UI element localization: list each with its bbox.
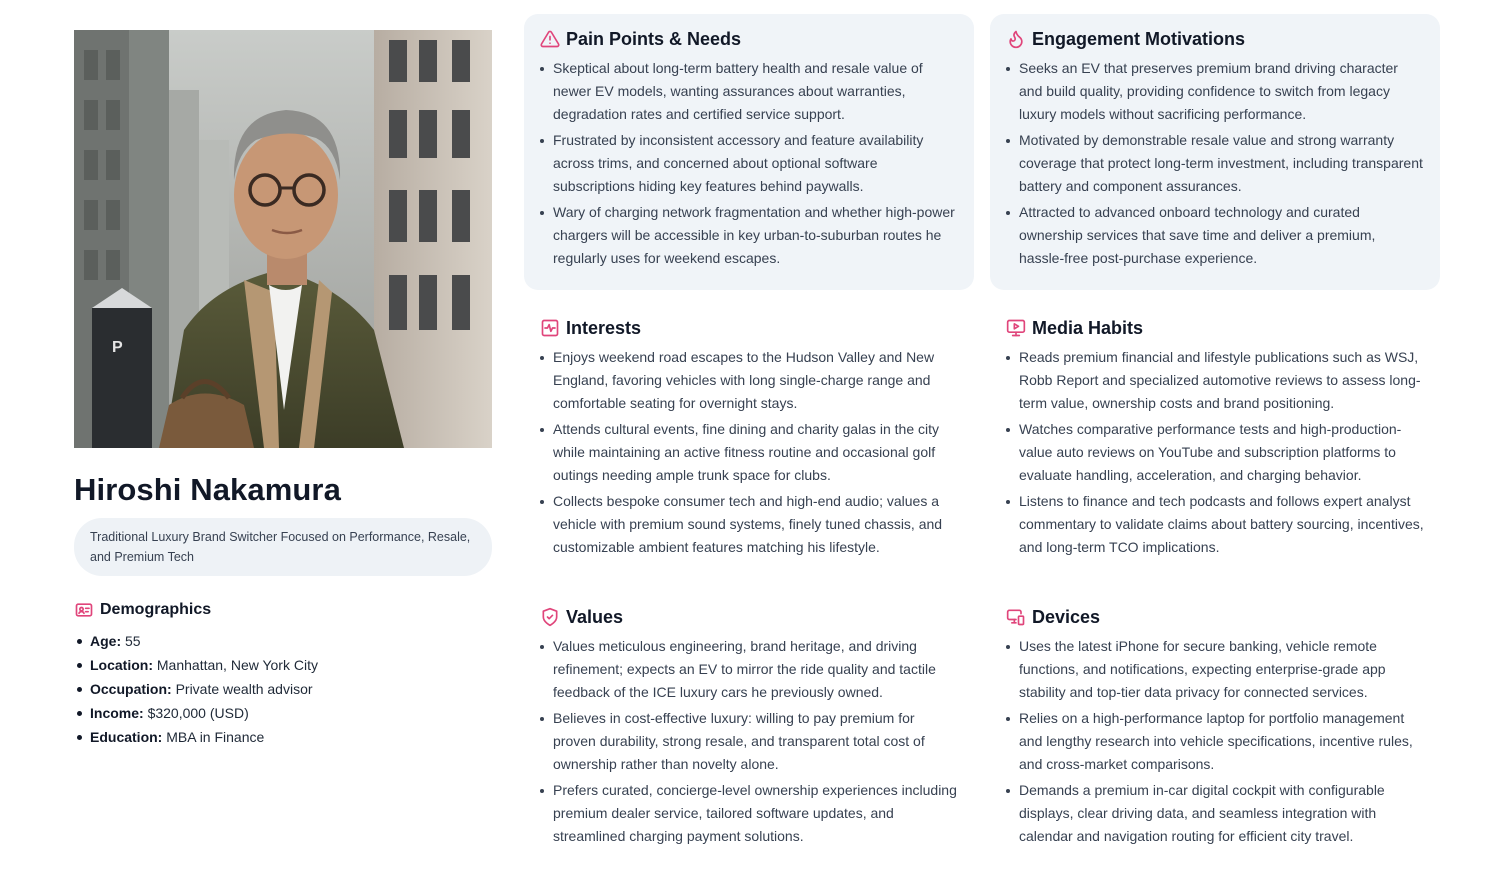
demographic-occupation: Occupation: Private wealth advisor <box>90 677 492 701</box>
list-item: Demands a premium in-car digital cockpit with configurable displays, clear driving data, and seamless integration with calendar and navigation routing for efficient city travel. <box>1006 779 1424 847</box>
pain-points-card <box>524 14 974 290</box>
demographic-age: Age: 55 <box>90 629 492 653</box>
svg-text:P: P <box>112 339 123 356</box>
interests-title: Interests <box>566 317 642 338</box>
list-item: Wary of charging network fragmentation and whether high-power chargers will be accessible in key urban-to-suburban routes he regularly uses for weekend escapes. <box>540 201 958 269</box>
list-item: Attends cultural events, fine dining and charity galas in the city while maintaining an active fitness routine and occasional golf outings needing ample trunk space for clubs. <box>540 418 958 486</box>
list-item: Values meticulous engineering, brand heritage, and driving refinement; expects an EV to mirror the ride quality and tactile feedback of the ICE luxury cars he previously owned. <box>540 635 958 703</box>
persona-subtitle-badge: Traditional Luxury Brand Switcher Focused on Performance, Resale, and Premium Tech <box>74 518 492 576</box>
portrait-illustration <box>74 30 492 448</box>
values-list <box>540 635 958 848</box>
list-item: Enjoys weekend road escapes to the Hudson Valley and New England, favoring vehicles with long single-charge range and comfortable seating for overnight stays. <box>540 346 958 414</box>
media-habits-card <box>990 303 1440 579</box>
devices-list <box>1006 635 1424 848</box>
engagement-motivations-list <box>1006 57 1424 270</box>
list-item: Motivated by demonstrable resale value and strong warranty coverage that protect long-term investment, including transparent battery and component assurances. <box>1006 129 1424 197</box>
list-item: Skeptical about long-term battery health and resale value of newer EV models, wanting assurances about warranties, degradation rates and certified service support. <box>540 57 958 125</box>
demographic-education: Education: MBA in Finance <box>90 725 492 749</box>
id-card-icon <box>74 600 94 620</box>
demographic-location: Location: Manhattan, New York City <box>90 653 492 677</box>
pain-points-title: Pain Points & Needs <box>566 28 742 49</box>
engagement-motivations-card <box>990 14 1440 290</box>
devices-title: Devices <box>1032 606 1101 627</box>
devices-icon <box>1006 607 1026 627</box>
activity-icon <box>540 318 560 338</box>
list-item: Attracted to advanced onboard technology and curated ownership services that save time and deliver a premium, hassle-free post-purchase experience. <box>1006 201 1424 269</box>
media-habits-title: Media Habits <box>1032 317 1144 338</box>
demographics-list <box>74 629 492 749</box>
list-item: Believes in cost-effective luxury: willing to pay premium for proven durability, strong resale, and transparent total cost of ownership rather than novelty alone. <box>540 707 958 775</box>
persona-photo <box>74 30 492 448</box>
persona-profile <box>74 30 492 749</box>
monitor-play-icon <box>1006 318 1026 338</box>
list-item: Seeks an EV that preserves premium brand driving character and build quality, providing confidence to switch from legacy luxury models without sacrificing performance. <box>1006 57 1424 125</box>
demographic-income: Income: $320,000 (USD) <box>90 701 492 725</box>
warning-triangle-icon <box>540 29 560 49</box>
media-habits-list <box>1006 346 1424 559</box>
devices-card <box>990 592 1440 868</box>
list-item: Frustrated by inconsistent accessory and feature availability across trims, and concerned about optional software subscriptions hiding key features behind paywalls. <box>540 129 958 197</box>
demographics-title: Demographics <box>100 601 212 618</box>
list-item: Collects bespoke consumer tech and high-end audio; values a vehicle with premium sound systems, finely tuned chassis, and customizable ambient features matching his lifestyle. <box>540 490 958 558</box>
list-item: Reads premium financial and lifestyle publications such as WSJ, Robb Report and specialized automotive reviews to assess long-term value, ownership costs and brand positioning. <box>1006 346 1424 414</box>
values-card <box>524 592 974 868</box>
list-item: Uses the latest iPhone for secure banking, vehicle remote functions, and notifications, expecting enterprise-grade app stability and top-tier data privacy for connected services. <box>1006 635 1424 703</box>
list-item: Listens to finance and tech podcasts and follows expert analyst commentary to validate claims about battery sourcing, incentives, and long-term TCO implications. <box>1006 490 1424 558</box>
list-item: Watches comparative performance tests and high-production-value auto reviews on YouTube and subscription platforms to evaluate handling, acceleration, and charging behavior. <box>1006 418 1424 486</box>
shield-check-icon <box>540 607 560 627</box>
persona-name: Hiroshi Nakamura <box>74 472 341 507</box>
values-title: Values <box>566 606 624 627</box>
interests-list <box>540 346 958 559</box>
demographics-section <box>74 600 492 749</box>
interests-card <box>524 303 974 579</box>
list-item: Prefers curated, concierge-level ownership experiences including premium dealer service, tailored software updates, and streamlined charging payment solutions. <box>540 779 958 847</box>
flame-icon <box>1006 29 1026 49</box>
list-item: Relies on a high-performance laptop for portfolio management and lengthy research into vehicle specifications, incentive rules, and cross-market comparisons. <box>1006 707 1424 775</box>
engagement-motivations-title: Engagement Motivations <box>1032 28 1246 49</box>
pain-points-list <box>540 57 958 270</box>
